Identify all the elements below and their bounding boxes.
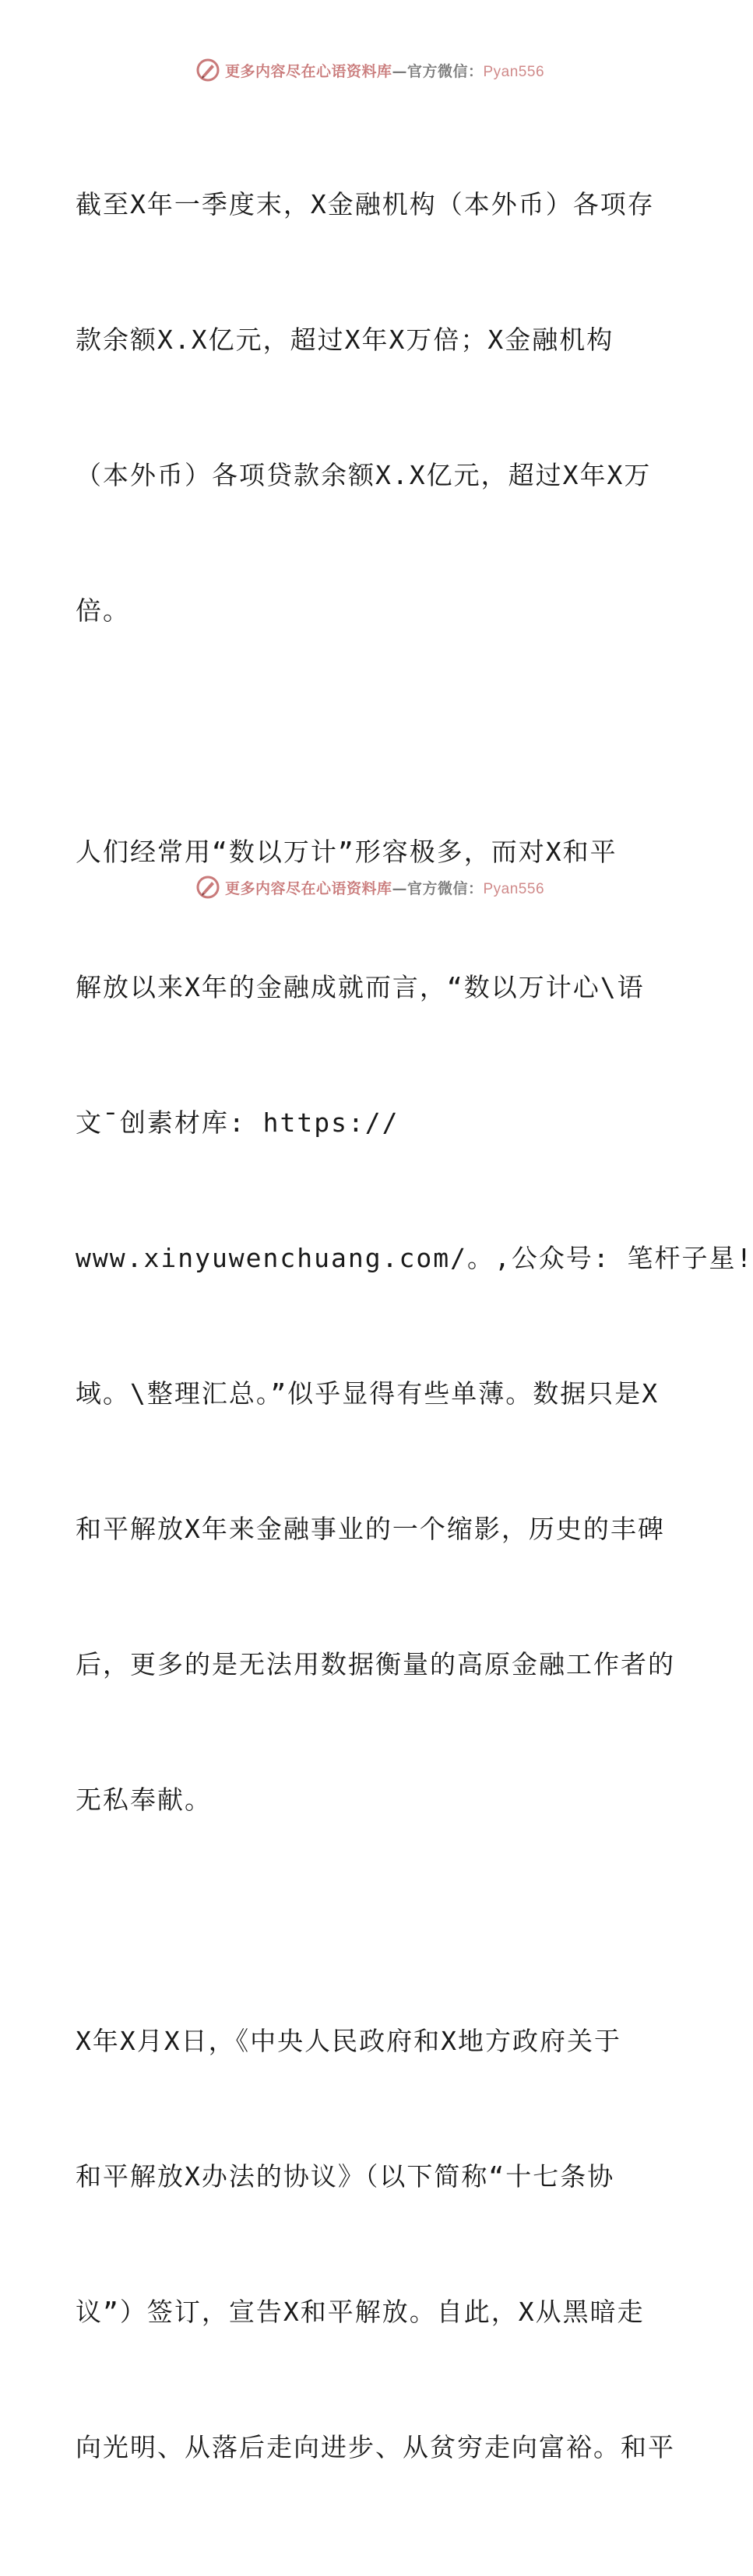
header-watermark xyxy=(0,54,740,86)
text-line: 解放以来X年的金融成就而言，“数以万计心\语 xyxy=(76,972,645,1002)
watermark-handle: Pyan556 xyxy=(483,63,545,80)
text-line: www.xinyuwenchuang.com/。,公众号: 笔杆子星! xyxy=(76,1243,753,1273)
text-line: 倍。 xyxy=(76,595,130,626)
paragraph-2 xyxy=(76,739,753,1913)
watermark-main: 更多内容尽在心语资料库 xyxy=(224,62,392,80)
watermark-official: —官方微信： xyxy=(392,62,484,80)
footer-watermark xyxy=(0,872,740,903)
pen-logo-icon xyxy=(195,58,220,82)
watermark-text xyxy=(225,877,544,898)
text-line: 文¯创素材库: https:// xyxy=(76,1107,399,1138)
pen-logo-icon xyxy=(195,875,220,900)
text-line: 域。\整理汇总。”似乎显得有些单薄。数据只是X xyxy=(76,1378,660,1409)
paragraph-3 xyxy=(76,1928,675,2560)
text-line: （本外币）各项贷款余额X.X亿元，超过X年X万 xyxy=(76,460,652,490)
text-line: 和平解放X年来金融事业的一个缩影，历史的丰碑 xyxy=(76,1514,665,1544)
text-line: 款余额X.X亿元，超过X年X万倍；X金融机构 xyxy=(76,325,614,355)
text-line: 人们经常用“数以万计”形容极多，而对X和平 xyxy=(76,837,618,867)
text-line: X年X月X日，《中央人民政府和X地方政府关于 xyxy=(76,2026,621,2056)
text-line: 议”）签订，宣告X和平解放。自此，X从黑暗走 xyxy=(76,2297,645,2327)
text-line: 向光明、从落后走向进步、从贫穷走向富裕。和平 xyxy=(76,2432,675,2462)
text-line: 和平解放X办法的协议》（以下简称“十七条协 xyxy=(76,2161,615,2192)
watermark-banner xyxy=(195,875,544,900)
watermark-official: —官方微信： xyxy=(392,879,484,897)
paragraph-1 xyxy=(76,92,667,724)
watermark-text xyxy=(225,60,544,81)
text-line: 后，更多的是无法用数据衡量的高原金融工作者的 xyxy=(76,1649,675,1679)
text-line: 无私奉献。 xyxy=(76,1785,212,1815)
text-line: 截至X年一季度末，X金融机构（本外币）各项存 xyxy=(76,189,655,219)
watermark-main: 更多内容尽在心语资料库 xyxy=(224,879,392,897)
watermark-banner xyxy=(195,58,544,82)
watermark-handle: Pyan556 xyxy=(483,880,545,897)
document-body xyxy=(76,92,753,2576)
